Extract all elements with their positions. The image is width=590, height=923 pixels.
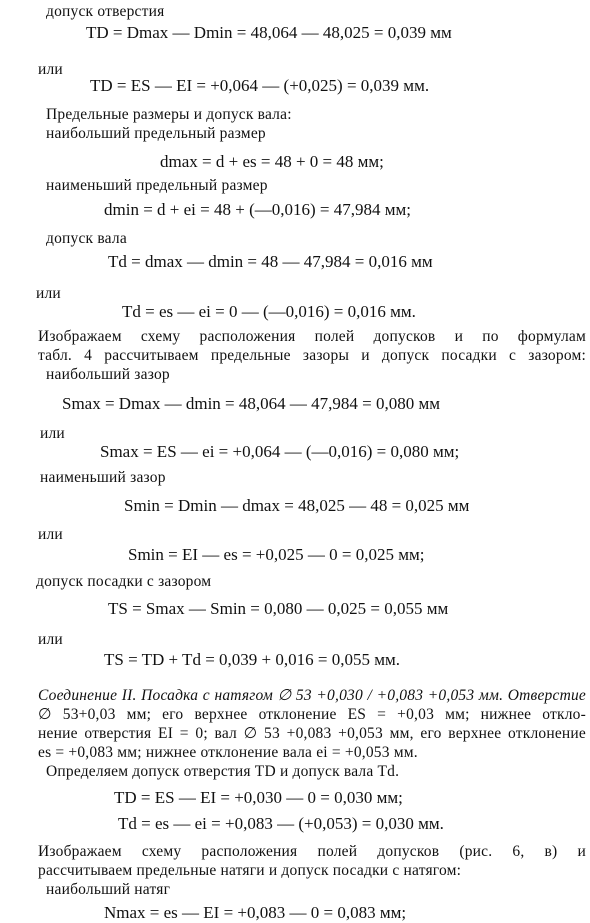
paragraph-line: ∅ 53+0,03 мм; его верхнее отклонение ES = +0,03 мм; нижнее откло- — [38, 706, 586, 723]
text-line: наименьший предельный размер — [46, 177, 268, 194]
formula-line: TD = Dmax — Dmin = 48,064 — 48,025 = 0,039 мм — [86, 23, 452, 42]
formula-line: TS = Smax — Smin = 0,080 — 0,025 = 0,055 мм — [108, 599, 449, 618]
paragraph-line: es = +0,083 мм; нижнее отклонение вала ei = +0,053 мм. — [38, 744, 418, 761]
text-line: или — [38, 631, 63, 648]
text-line: или — [40, 425, 65, 442]
paragraph-line: Изображаем схему расположения полей допусков (рис. 6, в) и — [38, 843, 586, 860]
formula-line: Smax = ES — ei = +0,064 — (—0,016) = 0,080 мм; — [100, 442, 460, 461]
formula-line: Td = dmax — dmin = 48 — 47,984 = 0,016 мм — [108, 252, 433, 271]
text-line: Предельные размеры и допуск вала: — [46, 106, 292, 123]
formula-line: Smin = EI — es = +0,025 — 0 = 0,025 мм; — [128, 545, 425, 564]
text-line: или — [38, 526, 63, 543]
text-line: наибольший предельный размер — [46, 125, 266, 142]
formula-line: Smin = Dmin — dmax = 48,025 — 48 = 0,025 мм — [124, 496, 470, 515]
formula-line: Smax = Dmax — dmin = 48,064 — 47,984 = 0,080 мм — [62, 394, 440, 413]
paragraph-line: рассчитываем предельные натяги и допуск посадки с натягом: — [38, 862, 462, 879]
paragraph-line: нение отверстия EI = 0; вал ∅ 53 +0,083 +0,053 мм, его верхнее отклонение — [38, 725, 586, 742]
formula-line: TS = TD + Td = 0,039 + 0,016 = 0,055 мм. — [104, 650, 400, 669]
text-line: допуск отверстия — [46, 3, 165, 20]
formula-line: Td = es — ei = +0,083 — (+0,053) = 0,030 мм. — [118, 814, 444, 833]
text-line: наибольший натяг — [46, 881, 171, 898]
formula-line: Nmax = es — EI = +0,083 — 0 = 0,083 мм; — [104, 903, 407, 922]
formula-line: Td = es — ei = 0 — (—0,016) = 0,016 мм. — [122, 302, 416, 321]
formula-line: dmax = d + es = 48 + 0 = 48 мм; — [160, 152, 384, 171]
section-heading-line: Соединение II. Посадка с натягом ∅ 53 +0,030 / +0,083 +0,053 мм. Отверстие — [38, 687, 586, 704]
formula-line: dmin = d + ei = 48 + (—0,016) = 47,984 мм; — [104, 200, 411, 219]
text-line: или — [36, 285, 61, 302]
text-line: или — [38, 61, 63, 78]
text-line: Определяем допуск отверстия TD и допуск вала Td. — [46, 763, 400, 780]
text-line: наибольший зазор — [46, 366, 170, 383]
paragraph-line: Изображаем схему расположения полей допусков и по формулам — [38, 328, 586, 345]
formula-line: TD = ES — EI = +0,064 — (+0,025) = 0,039 мм. — [90, 76, 430, 95]
text-line: наименьший зазор — [40, 469, 166, 486]
formula-line: TD = ES — EI = +0,030 — 0 = 0,030 мм; — [114, 788, 403, 807]
text-line: допуск посадки с зазором — [36, 573, 212, 590]
paragraph-line: табл. 4 рассчитываем предельные зазоры и допуск посадки с зазором: — [38, 347, 586, 364]
text-line: допуск вала — [46, 230, 127, 247]
